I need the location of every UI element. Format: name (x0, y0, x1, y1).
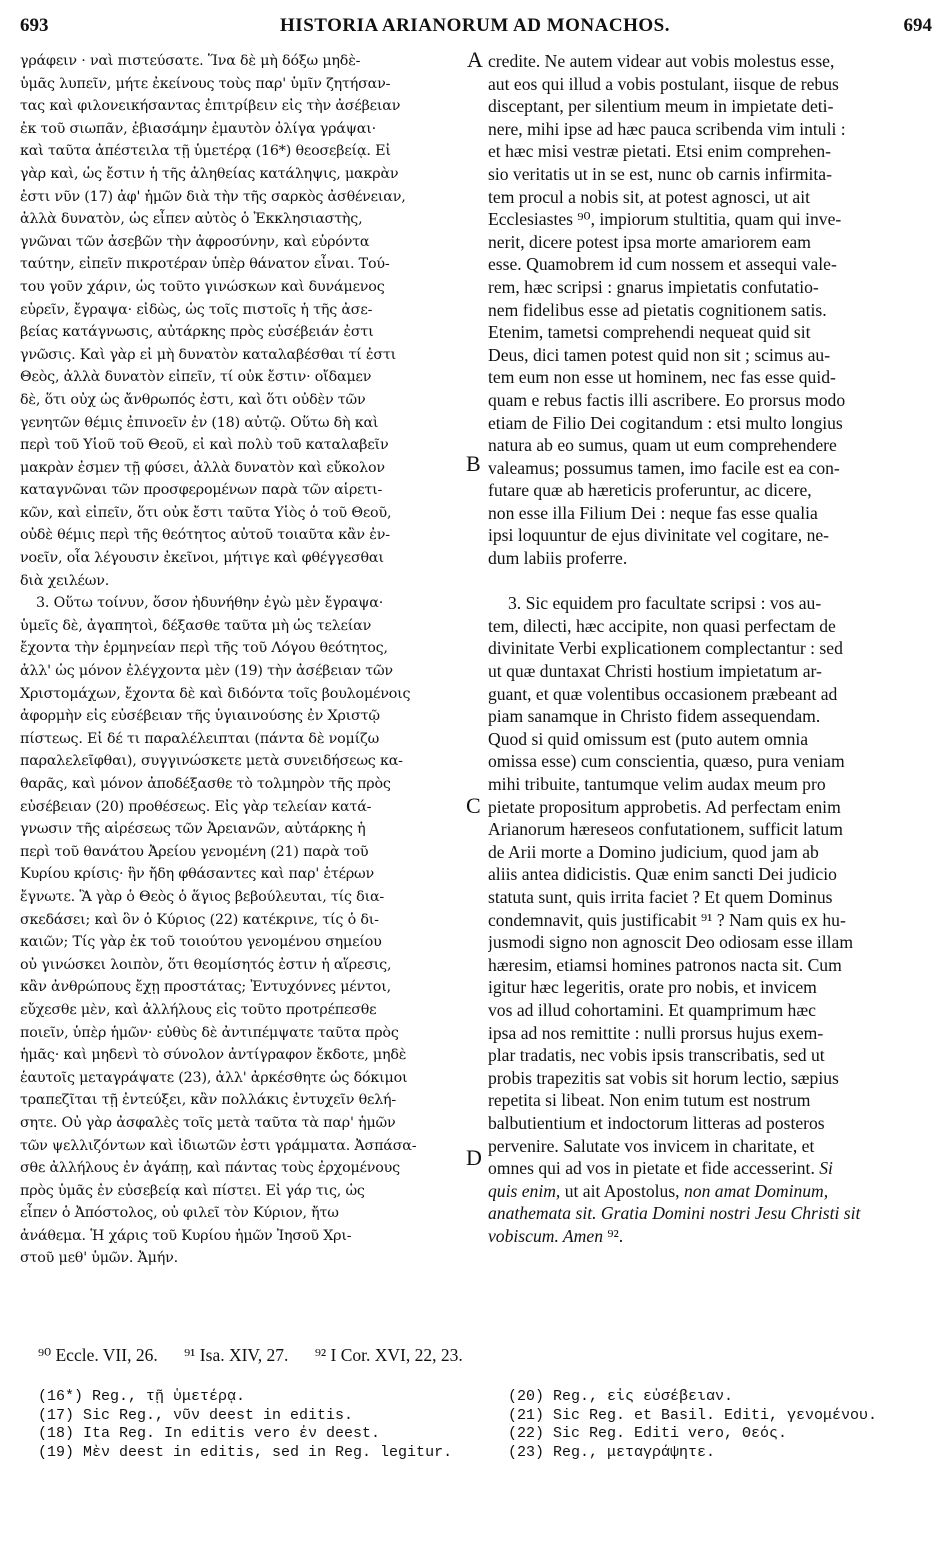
greek-column (20, 50, 475, 1270)
latin-text-line: sio veritatis ut in se est, nunc ob carnis infirmita- (488, 163, 832, 184)
latin-text-line: ipsa ad nos remittite : nulli prorsus hujus exem- (488, 1022, 824, 1043)
greek-text-line: περὶ τοῦ θανάτου Ἀρείου γενομένη (21) παρὰ τοῦ (20, 843, 369, 860)
latin-text-line: igitur hæc legeritis, orate pro nobis, et invicem (488, 977, 817, 998)
greek-text-line: περὶ τοῦ Υἱοῦ τοῦ Θεοῦ, εἰ καὶ πολὺ τοῦ καταλαβεῖν (20, 437, 389, 454)
greek-text-line: κῶν, καὶ εἰπεῖν, ὅτι οὐκ ἔστι ταῦτα Υἱὸς ὁ τοῦ Θεοῦ, (20, 504, 392, 521)
greek-text-line: πρὸς ὑμᾶς ἐν εὐσεβείᾳ καὶ πίστει. Εἰ γάρ τις, ὡς (20, 1182, 365, 1199)
greek-text-line: ἔγνωτε. Ἃ γὰρ ὁ Θεὸς ὁ ἅγιος βεβούλευται, τίς δια- (20, 888, 385, 905)
scripture-references (38, 1345, 485, 1366)
greek-text-line: γὰρ καὶ, ὡς ἔστιν ἡ τῆς ἀληθείας κατάληψις, μακρὰν (20, 165, 399, 182)
latin-text-line: jusmodi signo non agnoscit Deo odiosam esse illam (488, 932, 854, 953)
latin-text-line: etiam de Filio Dei cogitandum : etsi multo longius (488, 412, 843, 433)
greek-text-line: κἂν ἀνθρώπους ἔχῃ προστάτας; Ἐντυχόννες μέντοι, (20, 979, 391, 996)
greek-text-line: ἀλλ' ὡς μόνον ἐλέγχοντα μὲν (19) τὴν ἀσέβειαν τῶν (20, 663, 393, 680)
greek-text-line: γράφειν · ναὶ πιστεύσατε. Ἵνα δὲ μὴ δόξω μηδὲ- (20, 53, 361, 69)
latin-text-line: nere, mihi ipse ad hæc pauca scribenda vim intuli : (488, 118, 846, 139)
footnote: (22) Sic Reg. Editi vero, Θεός. (508, 1425, 788, 1442)
latin-text-line: tem eum non esse ut hominem, nec fas esse quid- (488, 367, 836, 388)
greek-text-line: Κυρίου κρίσις· ἣν ἤδη φθάσαντες καὶ παρ' ἑτέρων (20, 866, 374, 883)
latin-text-line: statuta sunt, quis irrita faciet ? Et quem Dominus (488, 886, 833, 907)
latin-text-line: tem procul a nobis sit, at potest agnosci, ut ait (488, 186, 811, 207)
greek-text-line: παραλελεῖφθαι), συγγινώσκετε μετὰ συνειδήσεως κα- (20, 753, 403, 770)
greek-text-line: Θεὸς, ἀλλὰ δυνατὸν εἰπεῖν, τί οὐκ ἔστιν· οἴδαμεν (20, 369, 372, 386)
margin-letter-d: D (466, 1145, 482, 1170)
latin-text-line: natura ab eo sumus, quam ut eum comprehendere (488, 435, 837, 456)
greek-text-line: ἐστι νῦν (17) ἀφ' ἡμῶν διὰ τὴν τῆς σαρκὸς ἀσθένειαν, (20, 188, 406, 205)
latin-text-line: aliis antea didicistis. Quæ enim sancti Dei judicio (488, 864, 837, 885)
greek-text-line: εὔχεσθε μὲν, καὶ ἀλλήλους εἰς τοῦτο προτρέπεσθε (20, 1001, 377, 1018)
latin-text-line: nem fidelibus esse ad pietatis cognitionem satis. (488, 299, 827, 320)
greek-text-line: ταύτην, εἰπεῖν πικροτέραν ὑπὲρ θάνατον εἶναι. Τού- (20, 256, 390, 273)
margin-letter-c: C (466, 793, 481, 818)
greek-text-line: θαρᾶς, καὶ μόνον ἀποδέξασθε τὸ τολμηρὸν τῆς πρὸς (20, 776, 391, 792)
latin-text-line: anathemata sit. Gratia Domini nostri Jesu Christi sit (488, 1203, 861, 1224)
greek-text-line: ἐκ τοῦ σιωπᾶν, ἐβιασάμην ἐμαυτὸν ὀλίγα γράψαι· (20, 120, 376, 137)
greek-text-line: οὐδὲ θέμις περὶ τῆς θεότητος αὐτοῦ τοιαῦτα κἂν ἐν- (20, 527, 390, 544)
latin-text-line: esse. Quamobrem id cum nossem et assequi vale- (488, 254, 837, 275)
latin-text-line: repetita si libeat. Non enim tutum est nostrum (488, 1090, 811, 1111)
greek-text-line: εὐσέβειαν (20) προθέσεως. Εἰς γὰρ τελείαν κατά- (20, 798, 372, 815)
greek-text-line: γνῶσις. Καὶ γὰρ εἰ μὴ δυνατὸν καταλαβέσθαι τί ἐστι (20, 346, 397, 363)
greek-text-line: δὲ, ὅτι οὐχ ὡς ἄνθρωπός ἐστι, καὶ ὅτι οὐδὲν τῶν (20, 391, 366, 408)
latin-text-line: de Arii morte a Domino judicium, quod jam ab (488, 841, 819, 862)
latin-text-line: dum labiis proferre. (488, 548, 628, 569)
latin-text-line (488, 1225, 930, 1248)
latin-text-line: valeamus; possumus tamen, imo facile est ea con- (488, 457, 840, 478)
latin-text-line: aut eos qui illud a vobis postulant, iisque de rebus (488, 73, 839, 94)
greek-text-line: καταγνῶναι τῶν προσφερομένων παρὰ τῶν αἱρετι- (20, 482, 383, 499)
latin-text-line: omissa esse) cum conscientia, quæso, pura veniam (488, 751, 845, 772)
latin-text-line: piam sanamque in Christo fidem assequendam. (488, 706, 821, 727)
greek-text-line: στοῦ μεθ' ὑμῶν. Ἀμήν. (20, 1250, 178, 1267)
greek-text-line: βείας κατάγνωσις, αὐτάρκης πρὸς εὐσέβειάν ἐστι (20, 324, 374, 341)
greek-text-line: ἔχοντα τὴν ἑρμηνείαν περὶ τῆς τοῦ Λόγου θεότητος, (20, 640, 388, 657)
latin-text-line: mihi tribuite, tantumque velim audax meum pro (488, 774, 826, 794)
greek-text-line: ποιεῖν, ὑπὲρ ἡμῶν· εὐθὺς δὲ ἀντιπέμψατε ταῦτα πρὸς (20, 1024, 399, 1041)
footnote: (17) Sic Reg., νῦν deest in editis. (38, 1406, 354, 1424)
latin-text-line: Ecclesiastes ⁹⁰, impiorum stultitia, quam qui inve- (488, 209, 842, 230)
latin-text-line: condemnavit, quis justificabit ⁹¹ ? Nam quis ex hu- (488, 909, 846, 930)
footnote: (16*) Reg., τῇ ὑμετέρᾳ. (38, 1388, 246, 1405)
margin-letter-a: A (467, 47, 483, 72)
margin-letter-b: B (466, 451, 481, 476)
greek-text-line: τῶν ψελλιζόντων καὶ ἰδιωτῶν ἐστι γράμματα. Ἀσπάσα- (20, 1137, 417, 1154)
latin-text-line: credite. Ne autem videar aut vobis molestus esse, (488, 51, 835, 71)
latin-text-line: Arianorum hæreseos confutationem, sufficit latum (488, 819, 843, 840)
latin-italic-fragment: non amat Dominum, (683, 1180, 829, 1201)
latin-text-line: disceptant, per silentium meum in impietate deti- (488, 96, 834, 117)
latin-text-line: probis trapezitis sat vobis sit horum lectio, sæpius (488, 1067, 839, 1088)
greek-text-line: ἀφορμὴν εἰς εὐσέβειαν τῆς ὑγιαινούσης ἐν Χριστῷ (20, 708, 380, 725)
greek-text-line: ὑμᾶς λυπεῖν, μήτε ἐκείνους τοὺς παρ' ὑμῖν ζητήσαν- (20, 75, 391, 92)
greek-text-line: διὰ χειλέων. (20, 572, 110, 589)
greek-text-line: ἀνάθεμα. Ἡ χάρις τοῦ Κυρίου ἡμῶν Ἰησοῦ Χρι- (20, 1227, 352, 1244)
greek-text-line: καὶ ταῦτα ἀπέστειλα τῇ ὑμετέρᾳ (16*) θεοσεβείᾳ. Εἰ (20, 143, 391, 160)
greek-text-line: τας καὶ φιλονεικήσαντας ἐπιτρίβειν εἰς τὴν ἀσέβειαν (20, 98, 401, 115)
latin-text-line (488, 570, 930, 593)
greek-text-line: καιῶν; Τίς γὰρ ἐκ τοῦ τοιούτου γενομένου σημείου (20, 934, 382, 951)
greek-text-line: σητε. Οὐ γὰρ ἀσφαλὲς τοῖς μετὰ ταῦτα τὰ παρ' ἡμῶν (20, 1114, 396, 1131)
latin-text-line: futare quæ ab hæreticis proferuntur, ac dicere, (488, 480, 812, 501)
scripture-ref: ⁹¹ Isa. XIV, 27. (184, 1345, 289, 1365)
latin-text-line: balbutientium et indoctorum litteras ad posteros (488, 1112, 825, 1133)
greek-text-line: γνῶναι τῶν ἀσεβῶν τὴν ἀφροσύνην, καὶ εὑρόντα (20, 233, 370, 250)
greek-text-line: νοεῖν, οἷα λέγουσιν ἐκεῖνοι, μήτιγε καὶ φθέγγεσθαι (20, 550, 384, 567)
latin-text-line: plar tradatis, nec vobis ipsis transcribatis, sed ut (488, 1045, 825, 1066)
greek-text-line: του γοῦν χάριν, ὡς τοῦτο γινώσκων καὶ δυνάμενος (20, 278, 385, 295)
latin-text-line: pietate propositum approbetis. Ad perfectam enim (488, 796, 841, 817)
latin-text-line: non esse illa Filium Dei : neque fas esse qualia (488, 502, 818, 523)
greek-text-line: σθε ἀλλήλους ἐν ἀγάπῃ, καὶ πάντας τοὺς ἐρχομένους (20, 1160, 400, 1177)
footnote: (21) Sic Reg. et Basil. Editi, γενομένου. (508, 1406, 878, 1424)
latin-text-line: tem, dilecti, hæc accipite, non quasi perfectam de (488, 615, 836, 636)
latin-italic-fragment: quis enim, (488, 1180, 561, 1201)
greek-text-line: ὑμεῖς δὲ, ἀγαπητοὶ, δέξασθε ταῦτα μὴ ὡς τελείαν (20, 617, 372, 634)
latin-italic-fragment: Si (819, 1158, 833, 1179)
greek-text-line: εἶπεν ὁ Ἀπόστολος, οὐ φιλεῖ τὸν Κύριον, ἤτω (20, 1205, 339, 1222)
latin-text-line: Quod si quid omissum est (puto autem omnia (488, 728, 809, 749)
latin-text-line: ipsi loquuntur de ejus divinitate vel cogitare, ne- (488, 525, 830, 546)
greek-text-line: 3. Οὕτω τοίνυν, ὅσον ἠδυνήθην ἐγὼ μὲν ἔγραψα· (36, 595, 384, 612)
footnote: (18) Ita Reg. In editis vero ἐν deest. (38, 1425, 381, 1442)
footnote: (20) Reg., εἰς εὐσέβειαν. (508, 1388, 734, 1405)
footnotes-left (38, 1388, 478, 1462)
greek-text-line: ἑαυτοῖς μεταγράψατε (23), ἀλλ' ἀρκέσθητε ὡς δόκιμοι (20, 1069, 408, 1086)
greek-text-line: ἡμᾶς· καὶ μηδενὶ τὸ σύνολον ἀντίγραφον ἔκδοτε, μηδὲ (20, 1047, 407, 1064)
latin-text-line: rem, hæc scripsi : gnarus impietatis confutatio- (488, 276, 819, 297)
greek-text-line: πίστεως. Εἰ δέ τι παραλέλειπται (πάντα δὲ νομίζω (20, 730, 380, 747)
latin-text-line: guant, et quæ volentibus occasionem præbeant ad (488, 683, 838, 704)
latin-text-line: 3. Sic equidem pro facultate scripsi : vos au- (508, 593, 822, 614)
greek-text-line: οὐ γινώσκει λοιπὸν, ὅτι θεομίσητός ἐστιν ἡ αἵρεσις, (20, 956, 392, 973)
latin-text-line: Etenim, tametsi comprehendi nequeat quid sit (488, 322, 811, 343)
running-title: HISTORIA ARIANORUM AD MONACHOS. (280, 15, 670, 36)
latin-text-line (488, 1180, 930, 1203)
latin-column (488, 50, 930, 1247)
latin-text-line (488, 1157, 930, 1180)
latin-text-line: pervenire. Salutate vos invicem in charitate, et (488, 1135, 815, 1156)
latin-text-line: ut quæ duntaxat Christi hostium impietatum ar- (488, 661, 822, 682)
greek-text-line: ἀλλὰ δυνατὸν, ὡς εἶπεν αὐτὸς ὁ Ἐκκλησιαστὴς, (20, 211, 363, 228)
greek-text-line: γενητῶν θέμις ἐπινοεῖν ἐν (18) αὐτῷ. Οὕτω δὴ καὶ (20, 414, 379, 431)
greek-text-line: μακρὰν ἐσμεν τῇ φύσει, ἀλλὰ δυνατὸν καὶ εὔκολον (20, 459, 385, 476)
footnote: (19) Μὲν deest in editis, sed in Reg. legitur. (38, 1443, 453, 1461)
latin-text-line: Deus, dici tamen potest quid non sit ; scimus au- (488, 344, 831, 365)
footnote: (23) Reg., μεταγράψητε. (508, 1443, 716, 1461)
latin-text-line: nerit, dicere potest ipsa morte amariorem eam (488, 231, 811, 252)
page-number-left: 693 (20, 15, 49, 36)
scripture-ref: ⁹⁰ Eccle. VII, 26. (38, 1345, 158, 1365)
latin-text-line: quam e rebus factis illi ascribere. Eo prorsus modo (488, 389, 846, 410)
latin-text-fragment: ut ait Apostolus, (560, 1180, 684, 1201)
page-number-right: 694 (903, 15, 932, 36)
latin-text-line: et hæc misi vestræ pietati. Etsi enim comprehen- (488, 141, 832, 162)
latin-text-line: hæresim, etiamsi homines patronos nacta sit. Cum (488, 954, 842, 975)
scripture-ref: ⁹² I Cor. XVI, 22, 23. (314, 1345, 463, 1365)
latin-italic-fragment: vobiscum. Amen (488, 1225, 603, 1246)
latin-text-fragment: ⁹². (603, 1225, 624, 1246)
greek-text-line: Χριστομάχων, ἔχοντα δὲ καὶ διδόντα τοῖς βουλομένοις (20, 685, 411, 702)
greek-text-line: εὑρεῖν, ἔγραψα· εἰδὼς, ὡς τοῖς πιστοῖς ἡ τῆς ἀσε- (20, 301, 373, 318)
greek-text-line: τραπεζῖται τῇ ἐντεύξει, κἂν πολλάκις ἐντυχεῖν θελή- (20, 1092, 397, 1109)
greek-text-line: γνωσιν τῆς αἱρέσεως τῶν Ἀρειανῶν, αὐτάρκης ἡ (20, 821, 366, 838)
greek-text-line: σκεδάσει; καὶ ὃν ὁ Κύριος (22) κατέκρινε, τίς ὁ δι- (20, 911, 379, 928)
footnotes-right (508, 1388, 928, 1462)
latin-text-line: divinitate Verbi explicationem complectantur : sed (488, 638, 843, 659)
latin-text-fragment: omnes qui ad vos in pietate et fide accesserint. (488, 1158, 815, 1179)
latin-text-line: vos ad illud cohortamini. Et quamprimum hæc (488, 999, 816, 1020)
